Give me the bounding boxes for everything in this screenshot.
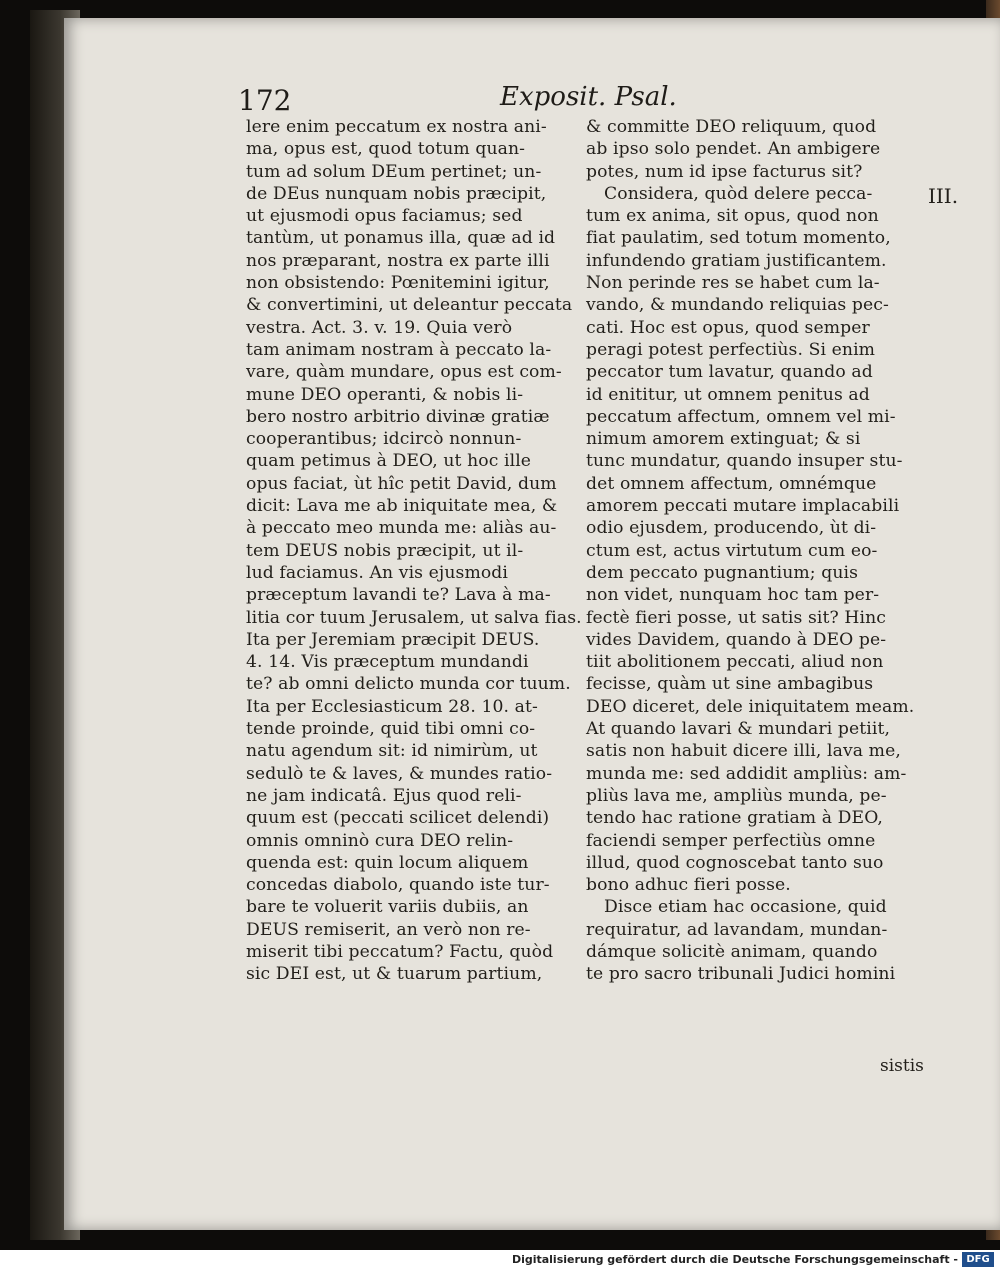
text-line: litia cor tuum Jerusalem, ut salva fias. [246,607,582,628]
text-line: nimum amorem extinguat; & si [586,429,861,450]
margin-section-number: III. [928,184,959,208]
text-line: ab ipso solo pendet. An ambigere [586,139,881,160]
text-line: quenda est: quin locum aliquem [246,852,529,873]
text-line: vides Davidem, quando à DEO pe- [586,629,887,650]
text-line: te? ab omni delicto munda cor tuum. [246,674,571,695]
text-line: & committe DEO reliquum, quod [586,117,877,137]
text-line: satis non habuit dicere illi, lava me, [586,741,901,762]
text-line: vare, quàm mundare, opus est com- [246,362,562,383]
text-line: Disce etiam hac occasione, quid [604,897,887,918]
text-line: tende proinde, quid tibi omni co- [246,719,536,740]
footer-bar [0,1250,1000,1270]
text-line: nos præparant, nostra ex parte illi [246,250,550,271]
right-text-column [586,116,922,986]
text-line: non videt, nunquam hoc tam per- [586,585,880,606]
text-line: det omnem affectum, omnémque [586,473,877,494]
text-line: Ita per Ecclesiasticum 28. 10. at- [246,696,538,717]
text-line: dem peccato pugnantium; quis [586,562,859,583]
text-line: ne jam indicatâ. Ejus quod reli- [246,785,522,806]
text-line: quum est (peccati scilicet delendi) [246,808,550,829]
text-line: peccatum affectum, omnem vel mi- [586,406,896,427]
text-line: cati. Hoc est opus, quod semper [586,317,870,338]
text-line: concedas diabolo, quando iste tur- [246,875,550,896]
text-line: peccator tum lavatur, quando ad [586,362,873,383]
text-line: Ita per Jeremiam præcipit DEUS. [246,629,540,650]
text-line: tum ad solum DEum pertinet; un- [246,161,542,182]
text-line: lud faciamus. An vis ejusmodi [246,562,508,583]
text-line: Considera, quòd delere pecca- [604,183,873,204]
text-line: tunc mundatur, quando insuper stu- [586,451,903,472]
text-line: fiat paulatim, sed totum momento, [586,228,891,249]
catchword: sistis [880,1056,924,1076]
text-line: te pro sacro tribunali Judici homini [586,964,896,985]
text-line: dámque solicitè animam, quando [586,941,878,962]
text-line: ma, opus est, quod totum quan- [246,139,526,160]
text-line: fectè fieri posse, ut satis sit? Hinc [586,607,886,628]
text-line: ut ejusmodi opus faciamus; sed [246,206,523,227]
text-line: odio ejusdem, producendo, ùt di- [586,518,877,539]
text-line: pliùs lava me, ampliùs munda, pe- [586,785,887,806]
text-line: munda me: sed addidit ampliùs: am- [586,763,907,784]
text-line: peragi potest perfectiùs. Si enim [586,339,876,360]
text-line: omnis omninò cura DEO relin- [246,830,514,851]
page-number: 172 [238,84,292,117]
text-line: infundendo gratiam justificantem. [586,250,887,271]
text-line: sedulò te & laves, & mundes ratio- [246,763,553,784]
text-line: tum ex anima, sit opus, quod non [586,206,879,227]
text-line: mune DEO operanti, & nobis li- [246,384,524,405]
text-line: præceptum lavandi te? Lava à ma- [246,585,551,606]
text-line: cooperantibus; idcircò nonnun- [246,429,522,450]
funding-credit: Digitalisierung gefördert durch die Deutsche Forschungsgemeinschaft - [511,1253,958,1266]
text-line: à peccato meo munda me: aliàs au- [246,518,557,539]
text-line: faciendi semper perfectiùs omne [586,830,876,851]
text-line: bero nostro arbitrio divinæ gratiæ [246,406,550,427]
text-line: natu agendum sit: id nimirùm, ut [246,741,538,762]
text-line: potes, num id ipse facturus sit? [586,161,863,182]
text-line: ctum est, actus virtutum cum eo- [586,540,878,561]
text-line: sic DEI est, ut & tuarum partium, [246,964,543,985]
running-head: Exposit. Psal. [500,82,677,112]
text-line: bono adhuc fieri posse. [586,875,791,896]
text-line: requiratur, ad lavandam, mundan- [586,919,888,940]
text-line: id enititur, ut omnem penitus ad [586,384,870,405]
text-line: non obsistendo: Pœnitemini igitur, [246,273,550,294]
text-line: tendo hac ratione gratiam à DEO, [586,808,883,829]
text-line: vestra. Act. 3. v. 19. Quia verò [246,317,513,338]
text-line: DEUS remiserit, an verò non re- [246,919,531,940]
left-text-column [246,116,582,986]
text-line: fecisse, quàm ut sine ambagibus [586,674,874,695]
text-line: 4. 14. Vis præceptum mundandi [246,652,529,673]
text-line: dicit: Lava me ab iniquitate mea, & [246,496,558,517]
text-line: At quando lavari & mundari petiit, [586,719,891,740]
text-line: tem DEUS nobis præcipit, ut il- [246,540,524,561]
text-line: illud, quod cognoscebat tanto suo [586,852,884,873]
text-line: de DEus nunquam nobis præcipit, [246,183,547,204]
text-line: tiit abolitionem peccati, aliud non [586,652,884,673]
text-line: tantùm, ut ponamus illa, quæ ad id [246,228,556,249]
text-line: & convertimini, ut deleantur peccata [246,295,573,316]
text-line: vando, & mundando reliquias pec- [586,295,889,316]
text-line: opus faciat, ùt hîc petit David, dum [246,473,557,494]
text-line: DEO diceret, dele iniquitatem meam. [586,696,915,717]
text-line: lere enim peccatum ex nostra ani- [246,117,547,137]
text-line: amorem peccati mutare implacabili [586,496,900,517]
text-line: tam animam nostram à peccato la- [246,339,552,360]
text-line: quam petimus à DEO, ut hoc ille [246,451,532,472]
text-line: Non perinde res se habet cum la- [586,273,880,294]
dfg-logo-icon: DFG [962,1252,994,1267]
text-line: bare te voluerit variis dubiis, an [246,897,529,918]
text-line: miserit tibi peccatum? Factu, quòd [246,941,554,962]
